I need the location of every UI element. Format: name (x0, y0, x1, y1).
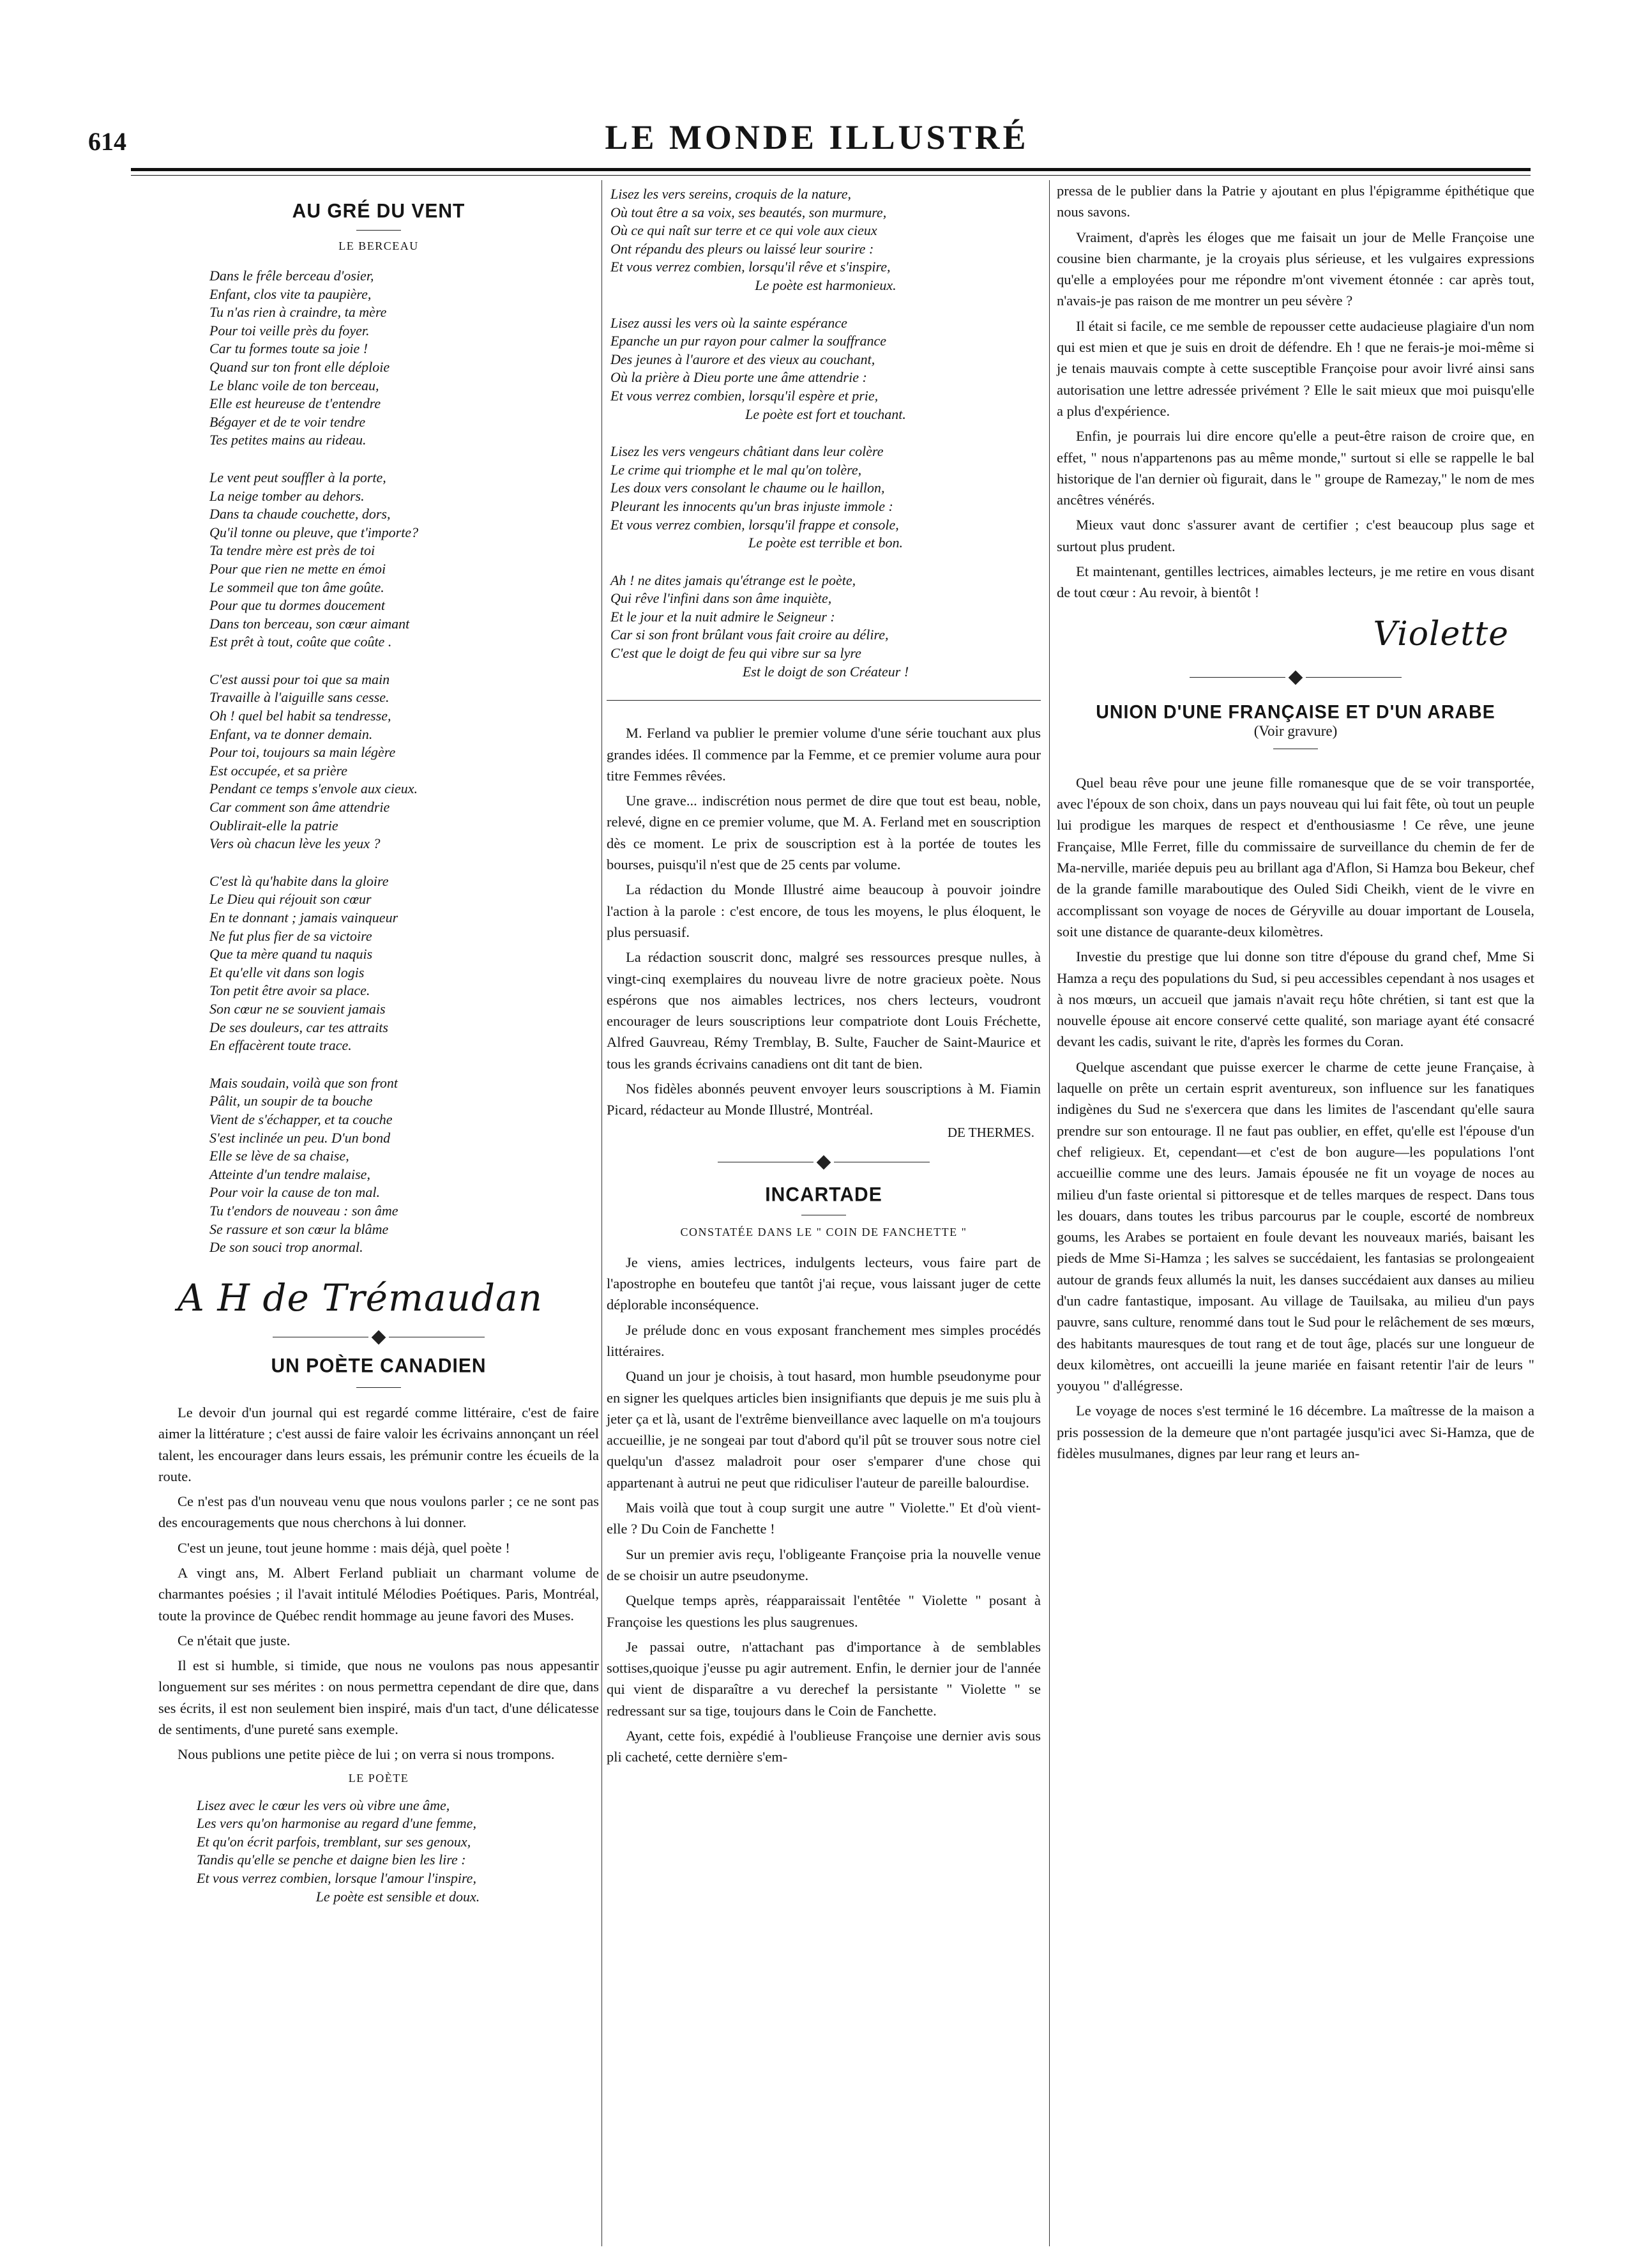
poem-end-rule (607, 700, 1041, 701)
author-signature: A H de Trémaudan (178, 1275, 543, 1320)
verse-line: Pour voir la cause de ton mal. (209, 1184, 381, 1201)
verse-line: Est prêt à tout, coûte que coûte . (209, 634, 392, 650)
paragraph: Quel beau rêve pour une jeune fille romanesque que de se voir transportée, avec l'époux de son choix, dans un pays nouveau qui lui fait fête, où tout un peuple lui prodigue les marques de respect et d'enthousiasme ! Ce rêve, une jeune Française, Mlle Ferret, fille du commissaire de surveillance du chemin de fer de Ma-nerville, mariée depuis peu au brillant aga d'Aflon, Si Hamza bou Bekeur, chef de la grande famille maraboutique des Ouled Sidi Cheikh, vient de le vivre en accomplissant son voyage de noces de Géryville au douar important de Lousela, soit une distance de quarante-deux kilomètres. (1057, 774, 1534, 940)
verse-line: De ses douleurs, car tes attraits (209, 1019, 388, 1035)
verse-refrain: Est le doigt de son Créateur ! (742, 663, 909, 680)
verse-line: De son souci trop anormal. (209, 1239, 363, 1256)
article-subtitle: (Voir gravure) (1253, 722, 1338, 739)
author-signature: Violette (1373, 614, 1509, 653)
verse-line: Pour que tu dormes doucement (209, 597, 385, 614)
poem-title: LE POÈTE (348, 1771, 409, 1785)
verse-line: Le blanc voile de ton berceau, (209, 377, 379, 393)
verse-line: Lisez les vers sereins, croquis de la nature, (610, 186, 852, 202)
column-2 (607, 180, 1041, 1772)
verse-line: Les doux vers consolant le chaume ou le haillon, (610, 480, 885, 496)
verse-line: Où ce qui naît sur terre et ce qui vole aux cieux (610, 222, 877, 239)
verse-line: Et le jour et la nuit admire le Seigneur : (610, 608, 835, 625)
verse-line: Pour que rien ne mette en émoi (209, 560, 386, 577)
verse-line: Atteinte d'un tendre malaise, (209, 1166, 370, 1182)
verse-line: La neige tomber au dehors. (209, 487, 365, 504)
paragraph: Ayant, cette fois, expédié à l'oublieuse Françoise une dernier avis sous pli cacheté, cette dernière s'em- (607, 1728, 1041, 1765)
verse-line: Car si son front brûlant vous fait croire au délire, (610, 627, 889, 643)
verse-line: Et vous verrez combien, lorsqu'il frappe et console, (610, 516, 899, 533)
stanza (610, 185, 1041, 295)
verse-line: Travaille à l'aiguille sans cesse. (209, 689, 390, 706)
article-title: INCARTADE (765, 1183, 882, 1206)
verse-line: Son cœur ne se souvient jamais (209, 1000, 386, 1017)
section-title: AU GRÉ DU VENT (292, 200, 465, 222)
verse-line: Ta tendre mère est près de toi (209, 542, 375, 559)
verse-line: Mais soudain, voilà que son front (209, 1074, 398, 1091)
paragraph: C'est un jeune, tout jeune homme : mais déjà, quel poète ! (178, 1539, 510, 1556)
poem-poete-stanza (158, 1797, 599, 1906)
article-body (607, 1252, 1041, 1768)
verse-line: En te donnant ; jamais vainqueur (209, 909, 398, 925)
paragraph: M. Ferland va publier le premier volume d'une série touchant aux plus grandes idées. Il commence par la Femme, et ce premier volume aura pour titre Femmes rêvées. (607, 725, 1041, 784)
paragraph: Ce n'était que juste. (178, 1632, 291, 1648)
verse-line: En effacèrent toute trace. (209, 1037, 352, 1054)
verse-line: Qui rêve l'infini dans son âme inquiète, (610, 590, 832, 607)
verse-line: C'est là qu'habite dans la gloire (209, 872, 389, 889)
stanza (158, 1074, 599, 1257)
stanza (158, 469, 599, 651)
column-separator (601, 180, 602, 2246)
verse-line: Et qu'on écrit parfois, tremblant, sur ses genoux, (197, 1833, 471, 1850)
verse-refrain: Le poète est terrible et bon. (748, 535, 903, 551)
paragraph: A vingt ans, M. Albert Ferland publiait un charmant volume de charmantes poésies ; il l'avait intitulé Mélodies Poétiques. Paris, Montréal, toute la province de Québec rendit hommage au jeune favori des Muses. (158, 1564, 599, 1624)
verse-line: Epanche un pur rayon pour calmer la souffrance (610, 333, 886, 349)
verse-line: Tu n'as rien à craindre, ta mère (209, 304, 387, 321)
header-rule-thin (131, 175, 1531, 176)
column-3 (1057, 180, 1534, 1468)
verse-line: C'est que le doigt de feu qui vibre sur sa lyre (610, 645, 861, 662)
verse-line: Tu t'endors de nouveau : son âme (209, 1202, 398, 1219)
poem-poete-continued (607, 185, 1041, 681)
verse-line: Pleurant les innocents qu'un bras injuste immole : (610, 498, 893, 514)
article-body-continued (607, 722, 1041, 1120)
verse-line: Et vous verrez combien, lorsque l'amour l'inspire, (197, 1870, 476, 1887)
section-ornament (1057, 673, 1534, 683)
paragraph: Je passai outre, n'attachant pas d'importance à de semblables sottises,quoique j'eusse pu agir autrement. Enfin, le dernier jour de l'année qui vient de disparaître a vu derechef la persistante " Violette " se redressant sur sa tige, toujours dans le Coin de Fanchette. (607, 1638, 1041, 1719)
column-1 (158, 180, 599, 1925)
verse-line: Ne fut plus fier de sa victoire (209, 927, 372, 944)
paragraph: Nous publions une petite pièce de lui ; on verra si nous trompons. (178, 1746, 555, 1763)
verse-line: Tes petites mains au rideau. (209, 432, 367, 448)
verse-line: Et vous verrez combien, lorsqu'il rêve et s'inspire, (610, 259, 891, 275)
verse-line: Pendant ce temps s'envole aux cieux. (209, 780, 418, 797)
article-title: UNION D'UNE FRANÇAISE ET D'UN ARABE (1096, 701, 1495, 723)
verse-line: Pour toi, toujours sa main légère (209, 744, 396, 761)
paragraph: Mieux vaut donc s'assurer avant de certifier ; c'est beaucoup plus sage et surtout plus prudent. (1057, 517, 1534, 554)
verse-line: Lisez les vers vengeurs châtiant dans leur colère (610, 443, 884, 460)
page-number: 614 (88, 127, 126, 156)
verse-line: Dans ta chaude couchette, dors, (209, 506, 391, 522)
verse-line: Ont répandu des pleurs ou laissé leur sourire : (610, 240, 874, 257)
verse-refrain: Le poète est sensible et doux. (315, 1888, 480, 1905)
paragraph: La rédaction du Monde Illustré aime beaucoup à pouvoir joindre l'action à la parole : c'est encore, de tous les moyens, le plus éloquent, le plus persuasif. (607, 881, 1041, 940)
verse-line: Les vers qu'on harmonise au regard d'une femme, (197, 1815, 476, 1832)
title-rule (356, 230, 401, 231)
verse-line: Le Dieu qui réjouit son cœur (209, 891, 372, 908)
paragraph: Mais voilà que tout à coup surgit une autre " Violette." Et d'où vient-elle ? Du Coin de Fanchette ! (607, 1500, 1041, 1537)
section-ornament (158, 1332, 599, 1343)
masthead: LE MONDE ILLUSTRÉ (605, 118, 1029, 156)
verse-refrain: Le poète est fort et touchant. (745, 406, 906, 422)
poem-subtitle: LE BERCEAU (338, 240, 419, 252)
verse-line: Où la prière à Dieu porte une âme attendrie : (610, 369, 867, 386)
paragraph: pressa de le publier dans la Patrie y ajoutant en plus l'épigramme épithétique que nous savons. (1057, 183, 1534, 220)
paragraph: Il est si humble, si timide, que nous ne voulons pas nous appesantir longuement sur ses mérites : on nous permettra cependant de dire que, dans ses écrits, il est non seulement bien inspiré, mais d'un tact, d'une délicatesse de sentiments, d'une pureté sans exemple. (158, 1657, 599, 1738)
stanza (610, 443, 1041, 552)
header-rule-thick (131, 168, 1531, 171)
verse-line: Bégayer et de te voir tendre (209, 413, 366, 430)
paragraph: Quelque ascendant que puisse exercer le charme de cette jeune Française, à laquelle on prête un certain esprit aventureux, son influence sur les fanatiques indigènes du Sud ne s'exercera que dans les limites de l'ascendant qu'elle saura prendre sur son entourage. Il ne faut pas oublier, en effet, qu'elle est l'épouse d'un chef religieux. Et, cependant—et c'est de bon augure—les populations l'ont accueillie comme une des leurs. Jamais épousée ne fit un voyage de noces au milieu d'un faste oriental si pittoresque et de telles marques de respect. Dans tous les douars, dans toutes les tribus parcourus par le couple, escorté de nombreux goums, les Arabes se portaient en foule devant les nouveaux mariés, baisant les pieds de Mme Si-Hamza ; les salves se succédaient, les fantasias se prolongeaient autour de grands feux allumés la nuit, les danses succédaient aux danses au milieu d'un cadre fantastique, imposant. Au village de Tauilsaka, au milieu d'un pays pauvre, sans culture, renommé dans tout le Sud pour le relâchement de ses mœurs, des habitants mauresques de tout rang et de tout âge, placés sur une longueur de deux kilomètres, ont accueilli la jeune mariée en faisant retentir l'air de leurs " youyou " d'allégresse. (1057, 1058, 1534, 1394)
stanza (158, 267, 599, 450)
article-subtitle: CONSTATÉE DANS LE " COIN DE FANCHETTE " (680, 1225, 967, 1238)
verse-line: Où tout être a sa voix, ses beautés, son murmure, (610, 204, 887, 220)
verse-line: Lisez avec le cœur les vers où vibre une âme, (197, 1797, 450, 1813)
paragraph: Le voyage de noces s'est terminé le 16 décembre. La maîtresse de la maison a pris possession de la demeure que n'ont partagée jusqu'ici avec Si-Hamza, que de fidèles musulmanes, dignes par leur rang et leurs an- (1057, 1403, 1534, 1462)
article-body-continued (1057, 180, 1534, 604)
verse-line: Quand sur ton front elle déploie (209, 358, 390, 375)
verse-line: Que ta mère quand tu naquis (209, 946, 373, 963)
paragraph: Vraiment, d'après les éloges que me faisait un jour de Melle Françoise une cousine bien charmante, je la croyais plus sérieuse, et les vulgaires expressions qu'elle a employées pour me répondre m'ont vivement étonnée : car après tout, n'avais-je pas raison de me montrer un peu sévère ? (1057, 229, 1534, 309)
verse-line: Oh ! quel bel habit sa tendresse, (209, 708, 391, 724)
stanza (158, 872, 599, 1055)
section-ornament (607, 1157, 1041, 1168)
verse-line: Oublirait-elle la patrie (209, 817, 338, 833)
verse-refrain: Le poète est harmonieux. (755, 277, 896, 293)
paragraph: Je prélude donc en vous exposant franchement mes simples procédés littéraires. (607, 1321, 1041, 1359)
paragraph: Ce n'est pas d'un nouveau venu que nous voulons parler ; ce ne sont pas des encouragements que nous cherchons à lui donner. (158, 1493, 599, 1531)
paragraph: Et maintenant, gentilles lectrices, aimables lecteurs, je me retire en vous disant de tout cœur : Au revoir, à bientôt ! (1057, 563, 1534, 601)
verse-line: Est occupée, et sa prière (209, 762, 348, 779)
verse-line: Et qu'elle vit dans son logis (209, 964, 365, 980)
verse-line: Elle se lève de sa chaise, (209, 1148, 349, 1164)
verse-line: Et vous verrez combien, lorsqu'il espère et prie, (610, 387, 879, 404)
verse-line: Se rassure et son cœur la blâme (209, 1221, 389, 1237)
poem-berceau (158, 267, 599, 1257)
stanza (610, 314, 1041, 424)
paragraph: Sur un premier avis reçu, l'obligeante Françoise pria la nouvelle venue de se choisir un autre pseudonyme. (607, 1546, 1041, 1583)
paragraph: Enfin, je pourrais lui dire encore qu'elle a peut-être raison de croire que, en effet, " nous n'appartenons pas au même monde," surtout si elle se rappelle le bal historique de l'an dernier où figurait, dans le " groupe de Ramezay," le nom de mes ancêtres vénérés. (1057, 428, 1534, 508)
verse-line: Tandis qu'elle se penche et daigne bien les lire : (197, 1852, 466, 1868)
verse-line: C'est aussi pour toi que sa main (209, 671, 390, 687)
paragraph: Une grave... indiscrétion nous permet de dire que tout est beau, noble, relevé, digne en ce premier volume, que M. A. Ferland met en souscription dès ce moment. Le prix de souscription est à la portée de toutes les bourses, puisqu'il n'est que de 25 cents par volume. (607, 793, 1041, 873)
verse-line: Le crime qui triomphe et le mal qu'on tolère, (610, 461, 862, 478)
paragraph: Quand un jour je choisis, à tout hasard, mon humble pseudonyme pour en signer les quelques articles bien insignifiants que depuis je me suis plu à jeter ça et là, usant de l'extrême bienveillance avec laquelle on m'a toujours accueillie, je ne songeai par tout d'abord qu'il pût se trouver sous notre ciel quelqu'un d'assez maladroit pour oser s'emparer d'une chose qui appartenant à autrui ne peut que ridiculiser l'auteur de pareille balourdise. (607, 1368, 1041, 1491)
verse-line: Enfant, clos vite ta paupière, (209, 285, 372, 302)
paragraph: Investie du prestige que lui donne son titre d'épouse du grand chef, Mme Si Hamza a reçu des populations du Sud, si peu accessibles cependant à nos usages et à nos mœurs, un accueil que jamais n'avait reçu hôte chrétien, si tant est que la nouvelle épouse ait encore conservé cette qualité, son mariage ayant été consacré devant les cadis, suivant le rite, d'après les formes du Coran. (1057, 948, 1534, 1050)
column-separator (1049, 180, 1050, 2246)
paragraph: La rédaction souscrit donc, malgré ses ressources presque nulles, à vingt-cinq exemplaires du nouveau livre de notre gracieux poète. Nous espérons que nos aimables lectrices, nos chers lecteurs, voudront encourager de leurs souscriptions leur compatriote dont Louis Fréchette, Alfred Gauvreau, Rémy Tremblay, B. Sulte, Faucher de Saint-Maurice et tous les grands écrivains canadiens ont dit tant de bien. (607, 949, 1041, 1072)
article-title: UN POÈTE CANADIEN (271, 1355, 487, 1377)
paragraph: Il était si facile, ce me semble de repousser cette audacieuse plagiaire d'un nom qui est mien et que je suis en droit de défendre. Eh ! que ne ferais-je moi-même si je tenais mauvais compte à cette susceptible Françoise pour avoir livré ainsi sans autorisation une lettre adressée privément ? Elle le sait mieux que moi puisqu'elle a plus d'expérience. (1057, 317, 1534, 419)
verse-line: Lisez aussi les vers où la sainte espérance (610, 314, 847, 331)
paragraph: Je viens, amies lectrices, indulgents lecteurs, vous faire part de l'apostrophe en boutefeu que tantôt j'ai reçue, vous laissant juger de cette déplorable inconséquence. (607, 1254, 1041, 1313)
stanza (158, 671, 599, 853)
verse-line: Dans ton berceau, son cœur aimant (209, 615, 410, 632)
verse-line: Vers où chacun lève les yeux ? (209, 835, 381, 852)
verse-line: Le sommeil que ton âme goûte. (209, 579, 384, 595)
verse-line: S'est inclinée un peu. D'un bond (209, 1129, 391, 1146)
author-signature: DE THERMES. (947, 1124, 1034, 1140)
article-body (158, 1402, 599, 1765)
verse-line: Vient de s'échapper, et ta couche (209, 1111, 393, 1127)
verse-line: Ton petit être avoir sa place. (209, 982, 370, 999)
verse-line: Le vent peut souffler à la porte, (209, 469, 386, 485)
stanza (610, 572, 1041, 681)
title-rule (356, 1387, 401, 1388)
verse-line: Car tu formes toute sa joie ! (209, 340, 368, 357)
paragraph: Quelque temps après, réapparaissait l'entêtée " Violette " posant à Françoise les questions les plus saugrenues. (607, 1592, 1041, 1630)
paragraph: Le devoir d'un journal qui est regardé comme littéraire, c'est de faire aimer la littérature ; c'est aussi de faire valoir les écrivains annonçant un réel talent, les encourager dans leurs essais, les prémunir contre les écueils de la route. (158, 1404, 599, 1484)
paragraph: Nos fidèles abonnés peuvent envoyer leurs souscriptions à M. Fiamin Picard, rédacteur au Monde Illustré, Montréal. (607, 1081, 1041, 1118)
verse-line: Ah ! ne dites jamais qu'étrange est le poète, (610, 572, 856, 588)
verse-line: Car comment son âme attendrie (209, 799, 390, 816)
verse-line: Enfant, va te donner demain. (209, 726, 373, 742)
verse-line: Qu'il tonne ou pleuve, que t'importe? (209, 524, 419, 540)
verse-line: Pâlit, un soupir de ta bouche (209, 1093, 373, 1109)
verse-line: Elle est heureuse de t'entendre (209, 395, 381, 412)
verse-line: Dans le frêle berceau d'osier, (209, 268, 374, 284)
article-body (1057, 772, 1534, 1465)
verse-line: Pour toi veille près du foyer. (209, 322, 370, 339)
verse-line: Des jeunes à l'aurore et des vieux au couchant, (610, 351, 875, 367)
